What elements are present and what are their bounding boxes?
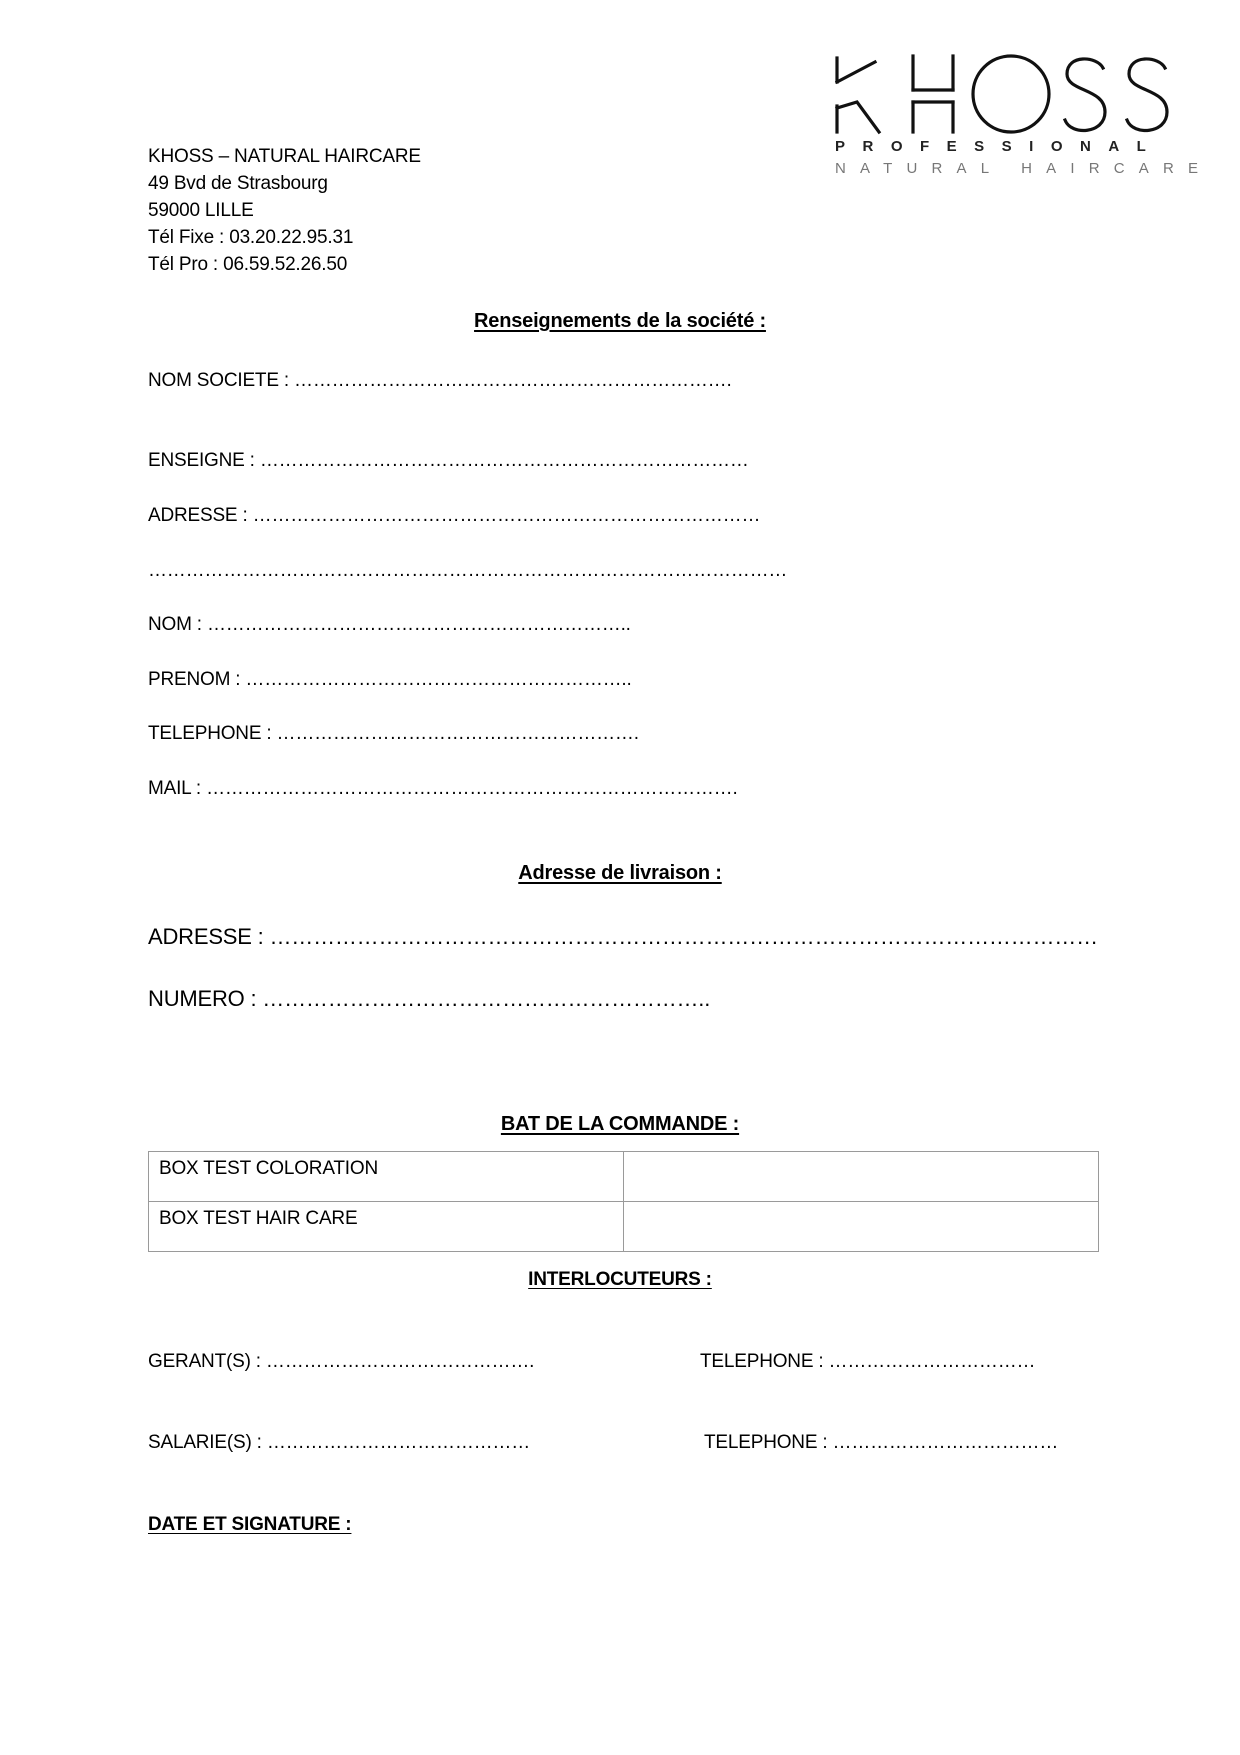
table-cell-value[interactable]	[624, 1202, 1099, 1252]
delivery-section-heading-text: Adresse de livraison :	[518, 862, 722, 884]
bat-order-table	[148, 1151, 1099, 1252]
sender-company-name: KHOSS – NATURAL HAIRCARE	[148, 146, 421, 167]
khoss-wordmark-icon	[835, 52, 1175, 136]
sender-phone-pro: Tél Pro : 06.59.52.26.50	[148, 254, 348, 275]
order-section-heading-text: BAT DE LA COMMANDE :	[500, 1113, 740, 1135]
sender-city: 59000 LILLE	[148, 200, 254, 221]
khoss-logo	[835, 52, 1213, 187]
delivery-section-heading	[0, 862, 1240, 885]
order-section-heading	[0, 1113, 1240, 1136]
table-cell-label: BOX TEST HAIR CARE	[149, 1202, 624, 1252]
field-adresse-continued[interactable]: …………………………………………………………………………………………	[148, 560, 788, 581]
contacts-section-heading	[0, 1269, 1240, 1291]
field-gerant[interactable]: GERANT(S) : …………………………………….	[148, 1351, 535, 1372]
company-section-heading	[0, 310, 1240, 333]
table-cell-value[interactable]	[624, 1152, 1099, 1202]
table-cell-label: BOX TEST COLORATION	[149, 1152, 624, 1202]
field-salarie-telephone[interactable]: TELEPHONE : ………………………………	[704, 1432, 1059, 1453]
table-row	[149, 1202, 1099, 1252]
field-enseigne[interactable]: ENSEIGNE : ……………………………………………………………………	[148, 450, 749, 471]
table-row	[149, 1152, 1099, 1202]
field-salarie[interactable]: SALARIE(S) : ……………………………………	[148, 1432, 531, 1453]
contacts-section-heading-text: INTERLOCUTEURS :	[528, 1269, 712, 1290]
field-prenom[interactable]: PRENOM : ……………………………………………………..	[148, 669, 632, 690]
sender-street: 49 Bvd de Strasbourg	[148, 173, 328, 194]
sender-address-block	[148, 143, 421, 278]
field-delivery-numero[interactable]: NUMERO : ……………………………………………………..	[148, 986, 711, 1011]
field-nom[interactable]: NOM : …………………………………………………………..	[148, 614, 631, 635]
sender-phone-fixed: Tél Fixe : 03.20.22.95.31	[148, 227, 354, 248]
field-mail[interactable]: MAIL : ………………………………………………………………………….	[148, 778, 738, 799]
field-gerant-telephone[interactable]: TELEPHONE : ……………………………	[700, 1351, 1036, 1372]
company-section-heading-text: Renseignements de la société :	[474, 310, 766, 332]
field-adresse[interactable]: ADRESSE : ………………………………………………………………………	[148, 505, 761, 526]
logo-professional-text: PROFESSIONAL	[835, 138, 1164, 155]
field-telephone[interactable]: TELEPHONE : ………………………………………………….	[148, 723, 639, 744]
logo-natural-haircare-text: NATURAL HAIRCARE	[835, 160, 1213, 177]
field-nom-societe[interactable]: NOM SOCIETE : …………………………………………………………….	[148, 370, 732, 391]
field-delivery-adresse[interactable]: ADRESSE : ……………………………………………………………………………………………………	[148, 924, 1098, 949]
signature-heading: DATE ET SIGNATURE :	[148, 1514, 352, 1535]
